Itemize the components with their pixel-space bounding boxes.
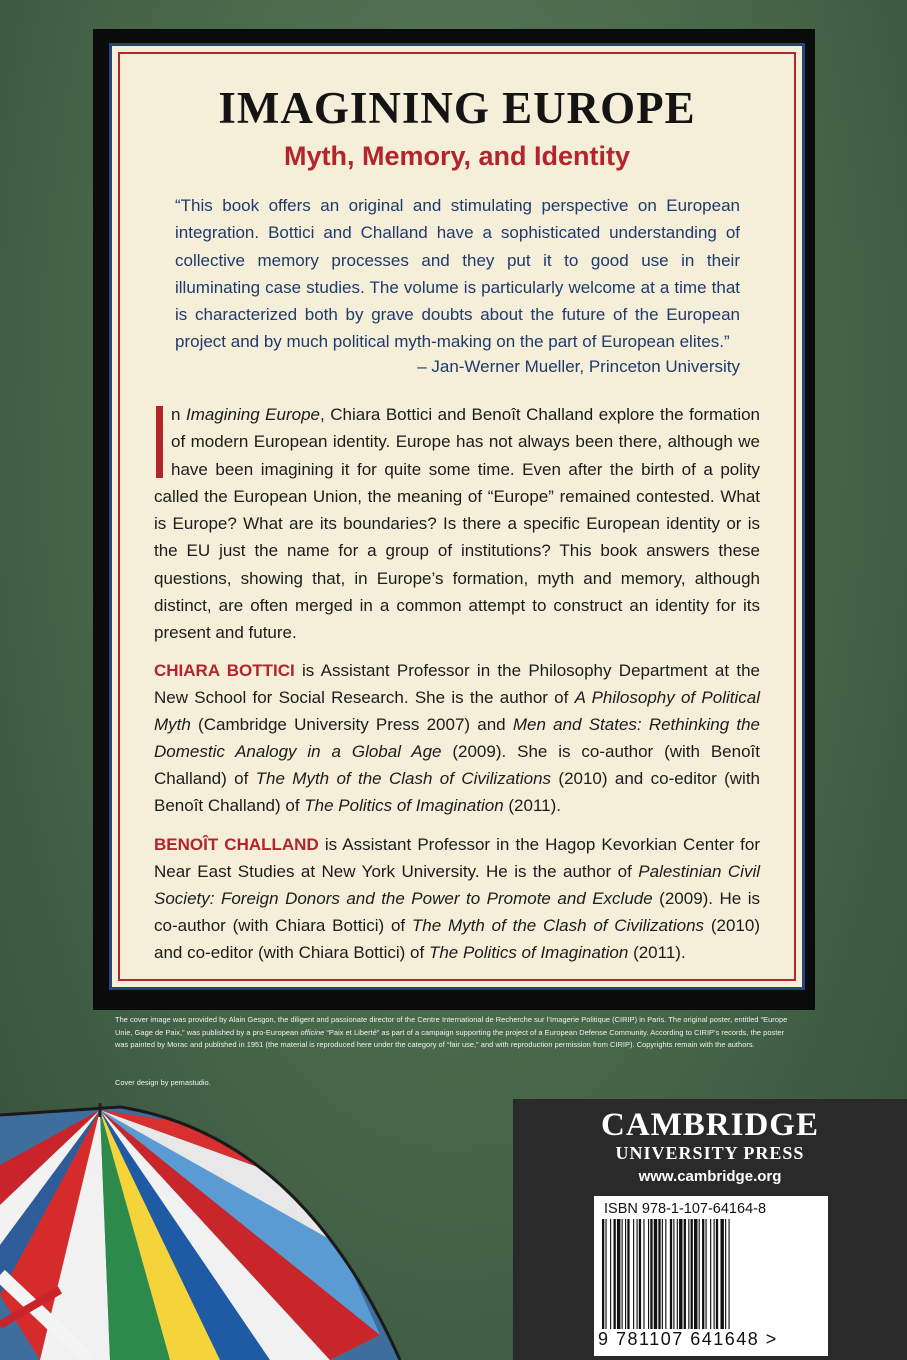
book-description	[154, 401, 760, 647]
publisher-url: www.cambridge.org	[638, 1168, 782, 1185]
barcode-label	[594, 1196, 828, 1356]
bio-text: (2010) and co-editor (with Benoît Challand) of	[154, 769, 760, 816]
book-subtitle: Myth, Memory, and Identity	[283, 141, 631, 171]
bio-text: (2009). He is co-author (with Chiara Bottici) of	[154, 889, 760, 936]
bio-text: is Assistant Professor in the Hagop Kevorkian Center for Near East Studies at New York University. He is the author of	[154, 835, 760, 882]
bio-text: (2011).	[503, 796, 561, 816]
endorsement-quote: “This book offers an original and stimulating perspective on European integration. Bottici and Challand have a sophisticated understanding of collective memory processes and they put it to good use in their illuminating case studies. The volume is particularly welcome at a time that is characterized both by grave doubts about the future of the European project and by much political myth-making on the part of European elites.”	[175, 196, 740, 352]
publisher-subtitle: UNIVERSITY PRESS	[615, 1143, 805, 1163]
bio-book-title: The Myth of the Clash of Civilizations	[255, 769, 552, 789]
credits-text: The cover image was provided by Alain Gesgon, the diligent and passionate director of the Centre International de Recherche sur l’Imagerie Politique (CIRIP) in Paris. The original poster, entitled “Europe Unie, Gage de Paix,” was published by a pro-European	[115, 1015, 788, 1037]
bio-book-title: A Philosophy of Political Myth	[154, 688, 760, 735]
globe-flags-illustration	[0, 1095, 520, 1360]
description-lead: n	[171, 405, 186, 424]
bio-book-title: Men and States: Rethinking the Domestic Analogy in a Global Age	[154, 715, 760, 762]
bio-text: is Assistant Professor in the Philosophy Department at the New School for Social Research. She is the author of	[154, 661, 760, 708]
bio-book-title: The Politics of Imagination	[304, 796, 504, 816]
book-title: IMAGINING EUROPE	[218, 83, 696, 133]
credits-text: “Paix et Liberté” as part of a campaign supporting the project of a European Defense Community. According to CIRIP’s records, the poster was painted by Morac and published in 1951 (the material is reproduced here under the category of “fair use,” and with reproduction permission from CIRIP). Copyrights remain with the authors.	[115, 1027, 785, 1050]
quote-attribution: – Jan-Werner Mueller, Princeton University	[417, 357, 740, 376]
bio-text: (Cambridge University Press 2007) and	[190, 715, 513, 735]
bio-book-title: Palestinian Civil Society: Foreign Donors and the Power to Promote and Exclude	[154, 862, 760, 909]
bio-text: (2011).	[628, 943, 686, 963]
barcode-number: 9 781107 641648 >	[598, 1329, 778, 1349]
description-text: , Chiara Bottici and Benoît Challand explore the formation of modern European identity. Europe has not always been there, although we have been imagining it for quite some time. Even after the birth of a polity called the European Union, the meaning of “Europe” remained contested. What is Europe? What are its boundaries? Is there a specific European identity or is the EU just the name for a group of institutions? This book answers these questions, showing that, in Europe’s formation, myth and memory, although distinct, are often merged in a common attempt to construct an identity for its present and future.	[154, 405, 761, 643]
barcode-icon	[602, 1219, 820, 1329]
image-credits	[115, 1014, 798, 1052]
author-name-bottici: CHIARA BOTTICI	[154, 661, 295, 680]
bio-book-title: The Politics of Imagination	[428, 943, 629, 963]
publisher-block	[513, 1099, 907, 1360]
design-credit: Cover design by pemastudio.	[115, 1078, 211, 1087]
cover-panel	[109, 43, 805, 990]
author-bio-bottici	[154, 657, 760, 820]
author-bio-challand	[154, 831, 760, 966]
bio-text: (2010) and co-editor (with Chiara Bottici) of	[154, 916, 760, 963]
credits-italic: officine	[300, 1027, 325, 1037]
drop-cap-bar	[156, 406, 163, 478]
bio-text: (2009). She is co-author (with Benoît Challand) of	[154, 742, 760, 789]
author-name-challand: BENOÎT CHALLAND	[154, 835, 319, 854]
isbn-text: ISBN 978-1-107-64164-8	[604, 1201, 767, 1217]
publisher-name: CAMBRIDGE	[600, 1107, 819, 1143]
description-title: Imagining Europe	[185, 405, 321, 424]
bio-book-title: The Myth of the Clash of Civilizations	[411, 916, 705, 936]
